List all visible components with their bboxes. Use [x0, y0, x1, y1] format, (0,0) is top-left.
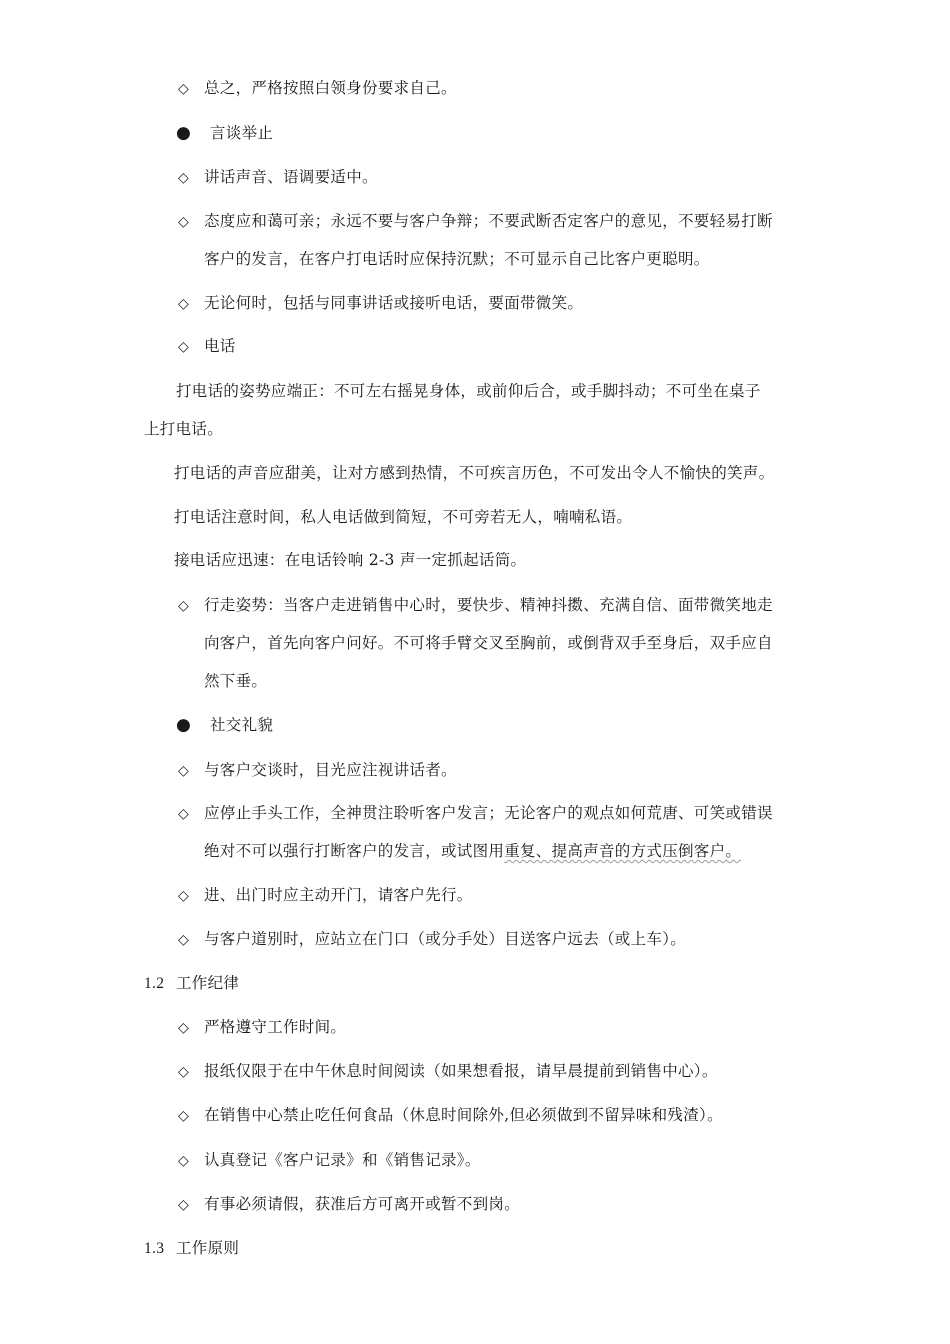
- diamond-bullet-icon: ◇: [178, 806, 190, 822]
- item-text: 认真登记《客户记录》和《销售记录》。: [204, 1151, 481, 1169]
- dot-bullet-icon: ●: [176, 123, 192, 143]
- bullet-item: [178, 885, 473, 906]
- item-text: 无论何时，包括与同事讲话或接听电话，要面带微笑。: [204, 294, 584, 312]
- item-text: 报纸仅限于在中午休息时间阅读（如果想看报，请早晨提前到销售中心）。: [204, 1062, 718, 1080]
- diamond-bullet-icon: ◇: [178, 81, 190, 97]
- bullet-item: [178, 211, 773, 232]
- item-text: 讲话声音、语调要适中。: [204, 168, 378, 186]
- item-continuation: 客户的发言，在客户打电话时应保持沉默；不可显示自己比客户更聪明。: [204, 250, 710, 268]
- section-title: 工作纪律: [176, 974, 240, 992]
- item-text: 与客户道别时，应站立在门口（或分手处）目送客户远去（或上车）。: [204, 930, 687, 948]
- subheading-social: [176, 715, 273, 735]
- subheading-talk: [176, 123, 273, 143]
- section-heading-1-2: [144, 973, 239, 994]
- item-continuation: [204, 841, 741, 861]
- item-text: 应停止手头工作，全神贯注聆听客户发言；无论客户的观点如何荒唐、可笑或错误: [204, 804, 773, 822]
- diamond-bullet-icon: ◇: [178, 1108, 190, 1124]
- bullet-item: [178, 1017, 346, 1038]
- diamond-bullet-icon: ◇: [178, 598, 190, 614]
- item-text: 态度应和蔼可亲；永远不要与客户争辩；不要武断否定客户的意见，不要轻易打断: [204, 212, 773, 230]
- subheading-text: 言谈举止: [210, 124, 274, 142]
- item-continuation: 然下垂。: [204, 672, 268, 690]
- diamond-bullet-icon: ◇: [178, 1197, 190, 1213]
- item-text: 有事必须请假，获准后方可离开或暂不到岗。: [204, 1195, 521, 1213]
- bullet-item: [178, 1150, 481, 1171]
- subheading-text: 社交礼貌: [210, 716, 274, 734]
- diamond-bullet-icon: ◇: [178, 1064, 190, 1080]
- section-number: 1.2: [144, 975, 165, 992]
- item-text: 严格遵守工作时间。: [204, 1018, 347, 1036]
- section-number: 1.3: [144, 1240, 165, 1257]
- diamond-bullet-icon: ◇: [178, 1020, 190, 1036]
- bullet-item: [178, 803, 773, 824]
- bullet-item: [178, 1194, 520, 1215]
- paragraph-line: 打电话的姿势应端正：不可左右摇晃身体，或前仰后合，或手脚抖动；不可坐在桌子: [176, 382, 761, 400]
- paragraph-line: 接电话应迅速：在电话铃响 2-3 声一定抓起话筒。: [174, 551, 527, 569]
- continuation-text: 绝对不可以强行打断客户的发言，或试图用: [204, 842, 505, 860]
- diamond-bullet-icon: ◇: [178, 214, 190, 230]
- diamond-bullet-icon: ◇: [178, 932, 190, 948]
- diamond-bullet-icon: ◇: [178, 339, 190, 355]
- spellcheck-marked-text: 重复、提高声音的方式压倒客户。: [504, 842, 742, 860]
- item-text: 电话: [204, 337, 236, 355]
- paragraph-line: 打电话的声音应甜美，让对方感到热情，不可疾言历色，不可发出令人不愉快的笑声。: [174, 464, 775, 482]
- item-continuation: 向客户，首先向客户问好。不可将手臂交叉至胸前，或倒背双手至身后，双手应自: [204, 634, 773, 652]
- bullet-item: [178, 336, 236, 357]
- bullet-item: [178, 1061, 718, 1082]
- item-text: 在销售中心禁止吃任何食品（休息时间除外,但必须做到不留异味和残渣）。: [204, 1106, 723, 1124]
- dot-bullet-icon: ●: [176, 715, 192, 735]
- item-text: 与客户交谈时，目光应注视讲话者。: [204, 761, 457, 779]
- bullet-item: [178, 595, 773, 616]
- diamond-bullet-icon: ◇: [178, 296, 190, 312]
- diamond-bullet-icon: ◇: [178, 1153, 190, 1169]
- bullet-item: [178, 1105, 723, 1126]
- section-heading-1-3: [144, 1238, 239, 1259]
- bullet-item: [178, 78, 457, 99]
- item-text: 行走姿势：当客户走进销售中心时，要快步、精神抖擞、充满自信、面带微笑地走: [204, 596, 773, 614]
- section-title: 工作原则: [176, 1239, 240, 1257]
- item-text: 进、出门时应主动开门，请客户先行。: [204, 886, 473, 904]
- bullet-item: [178, 929, 686, 950]
- paragraph-line: 打电话注意时间，私人电话做到简短，不可旁若无人，喃喃私语。: [174, 508, 633, 526]
- bullet-item: [178, 167, 378, 188]
- diamond-bullet-icon: ◇: [178, 170, 190, 186]
- item-text: 总之，严格按照白领身份要求自己。: [204, 79, 457, 97]
- bullet-item: [178, 760, 457, 781]
- diamond-bullet-icon: ◇: [178, 763, 190, 779]
- paragraph-line: 上打电话。: [144, 420, 224, 438]
- diamond-bullet-icon: ◇: [178, 888, 190, 904]
- bullet-item: [178, 293, 583, 314]
